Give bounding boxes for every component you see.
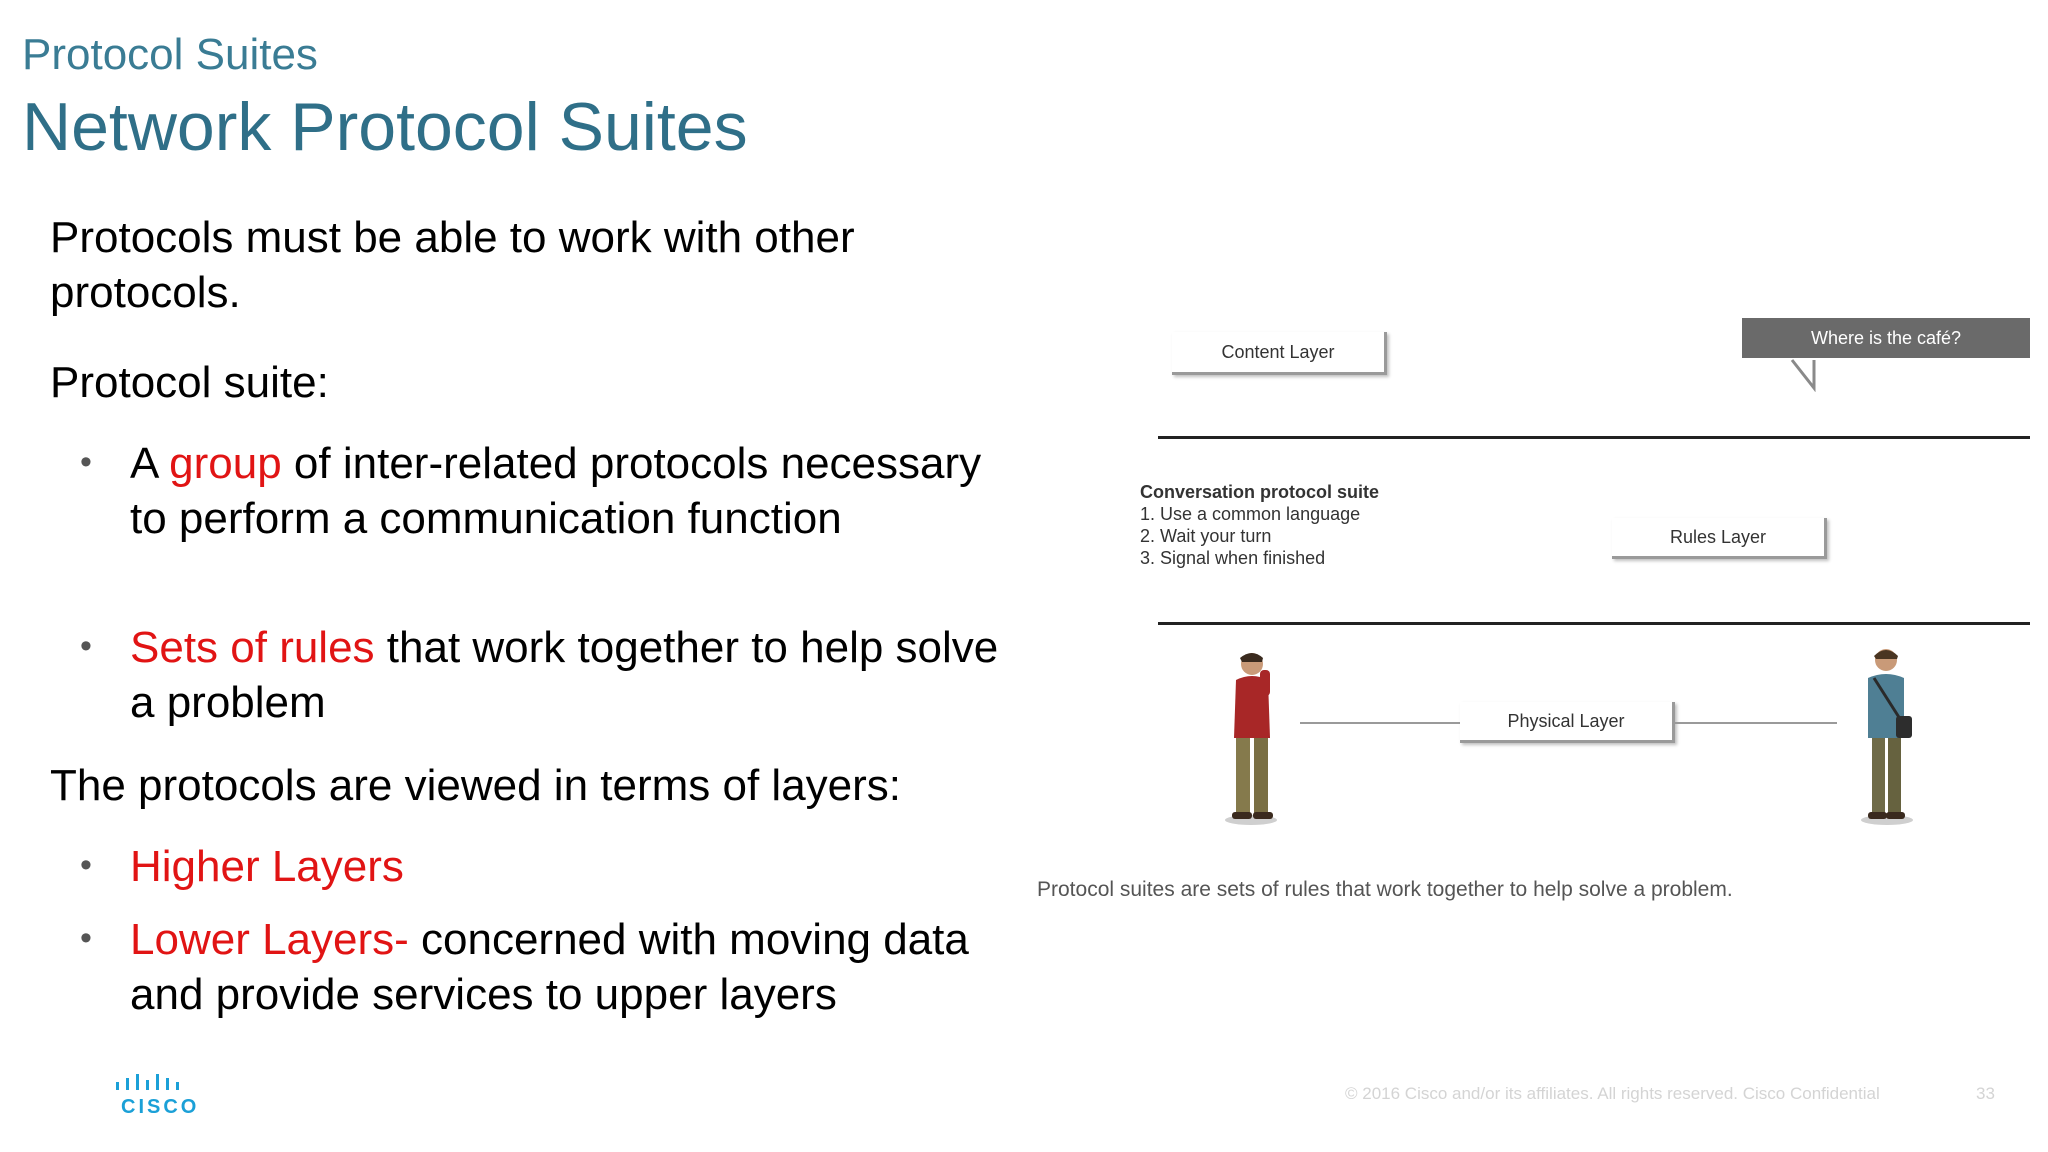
suite-item: 2. Wait your turn [1140, 526, 1272, 546]
intro-paragraph [50, 210, 990, 320]
bullet-post-text: that work together to help solve a problem [130, 623, 999, 727]
suite-title: Conversation protocol suite [1140, 482, 1380, 502]
slide-title: Network Protocol Suites [22, 89, 748, 165]
cisco-logo [112, 1072, 198, 1120]
diagram-caption: Protocol suites are sets of rules that work together to help solve a problem. [1037, 878, 1733, 901]
bullet-post-text: concerned with moving data and provide services to upper layers [130, 915, 969, 1019]
highlight-sets-of-rules: Sets of rules [130, 623, 375, 672]
connection-line-right [1675, 722, 1837, 724]
layer-divider-top [1158, 436, 2030, 439]
bullet-symbol: • [80, 443, 92, 481]
cisco-bars-icon [114, 1072, 196, 1092]
person-listening-icon [1852, 644, 1922, 828]
intro-line-1: Protocols must be able to work with other [50, 213, 855, 262]
bullet-post-text: of inter-related protocols necessary to perform a communication function [130, 439, 982, 543]
bullet-higher-layers [130, 839, 1000, 894]
copyright-notice: © 2016 Cisco and/or its affiliates. All rights reserved. Cisco Confidential [1345, 1084, 1880, 1103]
layer-divider-bottom [1158, 622, 2030, 625]
bullet-symbol: • [80, 846, 92, 884]
page-number: 33 [1976, 1084, 1995, 1103]
protocol-suite-diagram [1020, 300, 2040, 920]
highlight-lower-layers: Lower Layers- [130, 915, 409, 964]
rules-layer-box: Rules Layer [1612, 518, 1827, 559]
bullet-group [130, 436, 1000, 546]
cisco-logo-text: CISCO [121, 1096, 200, 1118]
speech-bubble: Where is the café? [1742, 318, 2030, 358]
highlight-group: group [169, 439, 282, 488]
bullet-symbol: • [80, 919, 92, 957]
bullet-lower-layers [130, 912, 1000, 1022]
suite-item: 3. Signal when finished [1140, 548, 1326, 568]
intro-line-2: protocols. [50, 268, 241, 317]
suite-item: 1. Use a common language [1140, 504, 1361, 524]
physical-layer-box: Physical Layer [1460, 702, 1675, 743]
content-layer-box: Content Layer [1172, 332, 1387, 375]
bullet-symbol: • [80, 627, 92, 665]
layers-heading: The protocols are viewed in terms of layers: [50, 761, 902, 810]
connection-line-left [1300, 722, 1460, 724]
bullet-sets-of-rules [130, 620, 1000, 730]
highlight-higher-layers: Higher Layers [130, 842, 404, 891]
speech-bubble-tail-icon [1790, 358, 1830, 392]
person-talking-icon [1216, 648, 1286, 828]
slide-subtitle: Protocol Suites [22, 30, 318, 79]
bullet-pre-text: A [130, 439, 170, 488]
suite-heading: Protocol suite: [50, 358, 329, 407]
